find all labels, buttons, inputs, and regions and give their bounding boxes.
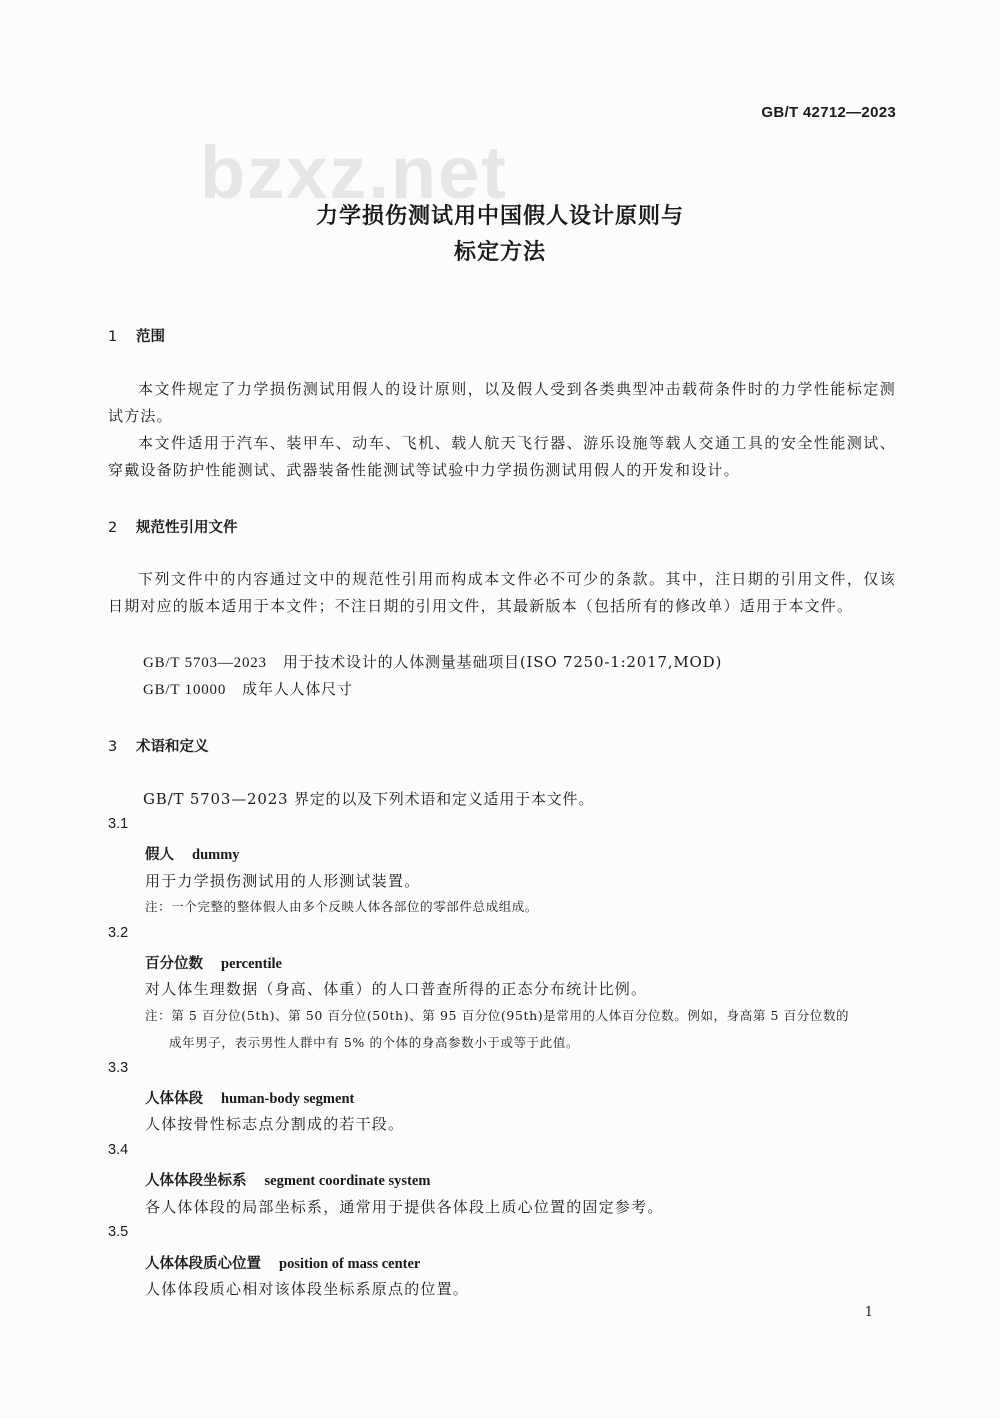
term-heading	[145, 843, 240, 864]
watermark: bzxz.net	[200, 131, 508, 214]
section-title: 术语和定义	[136, 739, 209, 755]
term-number: 3.1	[108, 816, 129, 832]
term-definition: 用于力学损伤测试用的人形测试装置。	[145, 872, 421, 890]
term-number: 3.3	[108, 1060, 129, 1076]
term-en: human-body segment	[221, 1091, 355, 1107]
section-number: 2	[108, 520, 118, 536]
term-definition: 对人体生理数据（身高、体重）的人口普查所得的正态分布统计比例。	[145, 980, 648, 998]
term-number: 3.4	[108, 1142, 129, 1158]
reference-item	[143, 678, 353, 699]
term-heading	[145, 1169, 430, 1190]
scope-paragraph-2: 本文件适用于汽车、装甲车、动车、飞机、载人航天飞行器、游乐设施等载人交通工具的安全性能测试、穿戴设备防护性能测试、武器装备性能测试等试验中力学损伤测试用假人的开发和设计。	[108, 434, 896, 479]
term-en: percentile	[221, 956, 282, 972]
term-zh: 百分位数	[145, 956, 203, 972]
scope-paragraph-1: 本文件规定了力学损伤测试用假人的设计原则，以及假人受到各类典型冲击载荷条件时的力学性能标定测试方法。	[108, 380, 896, 425]
term-zh: 假人	[145, 847, 174, 863]
section-title: 范围	[136, 329, 165, 345]
reference-title: 用于技术设计的人体测量基础项目(ISO 7250-1:2017,MOD)	[282, 653, 723, 671]
reference-item	[143, 651, 722, 672]
term-heading	[145, 1252, 420, 1273]
reference-code: GB/T 10000	[143, 682, 227, 698]
term-number: 3.2	[108, 925, 129, 941]
section-number: 1	[108, 329, 118, 345]
references-paragraph: 下列文件中的内容通过文中的规范性引用而构成本文件必不可少的条款。其中，注日期的引用文件，仅该日期对应的版本适用于本文件；不注日期的引用文件，其最新版本（包括所有的修改单）适用于本文件。	[108, 570, 896, 615]
document-title-line1: 力学损伤测试用中国假人设计原则与	[315, 204, 684, 229]
term-note-line1: 注：第 5 百分位(5th)、第 50 百分位(50th)、第 95 百分位(95th)是常用的人体百分位数。例如，身高第 5 百分位数的	[145, 1008, 850, 1023]
reference-title: 成年人人体尺寸	[242, 680, 353, 698]
term-note: 注：一个完整的整体假人由多个反映人体各部位的零部件总成组成。	[145, 899, 539, 914]
term-note-line2: 成年男子，表示男性人群中有 5% 的个体的身高参数小于或等于此值。	[169, 1035, 580, 1050]
reference-code: GB/T 5703—2023	[143, 655, 267, 671]
term-heading	[145, 952, 282, 973]
term-zh: 人体体段	[145, 1091, 203, 1107]
term-en: dummy	[192, 847, 240, 863]
term-en: position of mass center	[279, 1256, 421, 1272]
term-en: segment coordinate system	[264, 1173, 431, 1189]
term-heading	[145, 1087, 354, 1108]
standard-code: GB/T 42712—2023	[761, 104, 896, 121]
term-note	[145, 1002, 897, 1056]
section-3-heading	[108, 735, 209, 756]
terms-intro: GB/T 5703—2023 界定的以及下列术语和定义适用于本文件。	[143, 790, 595, 808]
term-number: 3.5	[108, 1224, 129, 1240]
term-zh: 人体体段坐标系	[145, 1173, 247, 1189]
section-2-heading	[108, 516, 238, 537]
section-title: 规范性引用文件	[136, 520, 238, 536]
section-1-heading	[108, 325, 165, 346]
term-definition: 人体体段质心相对该体段坐标系原点的位置。	[145, 1280, 470, 1298]
term-definition: 各人体体段的局部坐标系，通常用于提供各体段上质心位置的固定参考。	[145, 1198, 664, 1216]
section-number: 3	[108, 739, 118, 755]
term-definition: 人体按骨性标志点分割成的若干段。	[145, 1115, 405, 1133]
page-number: 1	[864, 1305, 873, 1320]
document-title-line2: 标定方法	[453, 240, 546, 265]
term-zh: 人体体段质心位置	[145, 1256, 261, 1272]
